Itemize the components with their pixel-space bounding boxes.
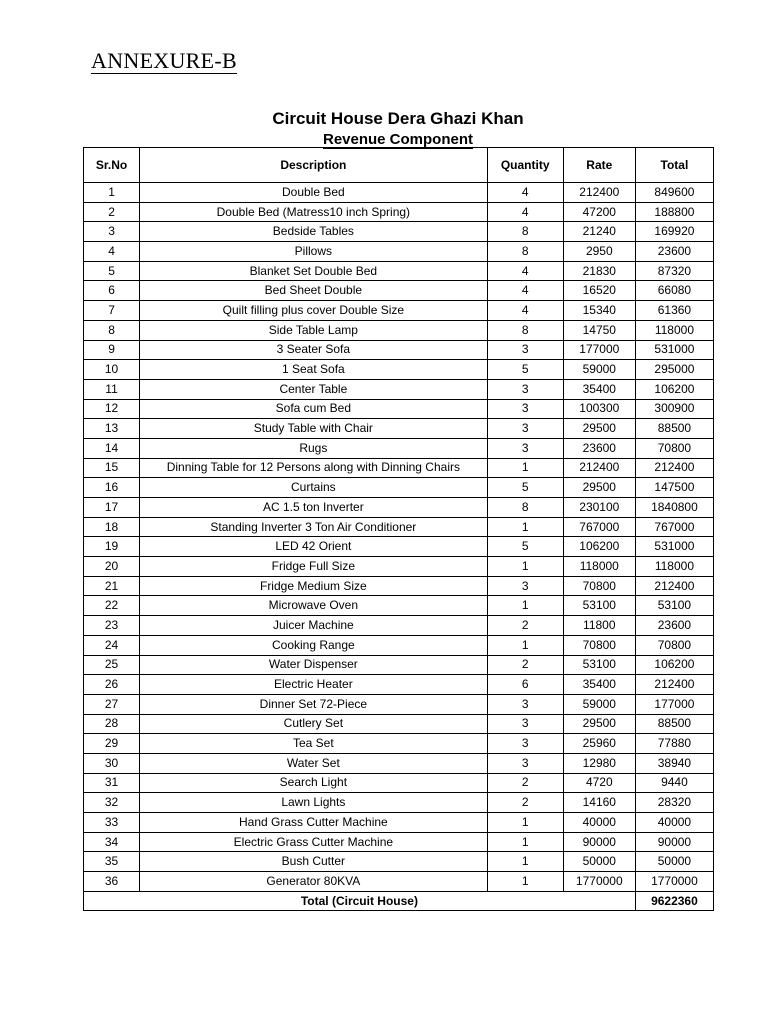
quantity-cell: 8 bbox=[487, 320, 563, 340]
table-row bbox=[84, 576, 714, 596]
table-body bbox=[84, 183, 714, 892]
table-row bbox=[84, 340, 714, 360]
rate-cell: 1770000 bbox=[563, 872, 635, 892]
total-cell: 87320 bbox=[635, 261, 713, 281]
description-cell: Tea Set bbox=[140, 734, 488, 754]
total-cell: 70800 bbox=[635, 635, 713, 655]
table-row bbox=[84, 183, 714, 203]
rate-cell: 21240 bbox=[563, 222, 635, 242]
description-cell: Search Light bbox=[140, 773, 488, 793]
rate-cell: 177000 bbox=[563, 340, 635, 360]
total-cell: 531000 bbox=[635, 340, 713, 360]
total-cell: 188800 bbox=[635, 202, 713, 222]
rate-cell: 14750 bbox=[563, 320, 635, 340]
total-cell: 38940 bbox=[635, 753, 713, 773]
rate-cell: 23600 bbox=[563, 438, 635, 458]
total-cell: 212400 bbox=[635, 458, 713, 478]
table-row bbox=[84, 438, 714, 458]
rate-cell: 47200 bbox=[563, 202, 635, 222]
quantity-cell: 1 bbox=[487, 813, 563, 833]
description-cell: Sofa cum Bed bbox=[140, 399, 488, 419]
total-cell: 106200 bbox=[635, 379, 713, 399]
total-cell: 212400 bbox=[635, 576, 713, 596]
sr-no-cell: 1 bbox=[84, 183, 140, 203]
rate-cell: 50000 bbox=[563, 852, 635, 872]
description-cell: Electric Grass Cutter Machine bbox=[140, 832, 488, 852]
rate-cell: 70800 bbox=[563, 576, 635, 596]
table-row bbox=[84, 222, 714, 242]
quantity-cell: 1 bbox=[487, 596, 563, 616]
sr-no-cell: 7 bbox=[84, 301, 140, 321]
rate-cell: 59000 bbox=[563, 694, 635, 714]
description-cell: Cooking Range bbox=[140, 635, 488, 655]
rate-cell: 230100 bbox=[563, 498, 635, 518]
description-cell: Cutlery Set bbox=[140, 714, 488, 734]
rate-cell: 35400 bbox=[563, 675, 635, 695]
rate-cell: 118000 bbox=[563, 557, 635, 577]
quantity-cell: 3 bbox=[487, 753, 563, 773]
rate-cell: 29500 bbox=[563, 478, 635, 498]
quantity-cell: 5 bbox=[487, 360, 563, 380]
description-cell: Microwave Oven bbox=[140, 596, 488, 616]
table-row bbox=[84, 596, 714, 616]
rate-cell: 15340 bbox=[563, 301, 635, 321]
sr-no-cell: 16 bbox=[84, 478, 140, 498]
description-cell: Pillows bbox=[140, 242, 488, 262]
table-row bbox=[84, 655, 714, 675]
table-row bbox=[84, 616, 714, 636]
quantity-cell: 1 bbox=[487, 458, 563, 478]
total-cell: 40000 bbox=[635, 813, 713, 833]
sr-no-cell: 29 bbox=[84, 734, 140, 754]
rate-cell: 29500 bbox=[563, 419, 635, 439]
description-cell: Blanket Set Double Bed bbox=[140, 261, 488, 281]
description-cell: Side Table Lamp bbox=[140, 320, 488, 340]
table-row bbox=[84, 202, 714, 222]
quantity-cell: 2 bbox=[487, 616, 563, 636]
description-cell: Quilt filling plus cover Double Size bbox=[140, 301, 488, 321]
table-footer bbox=[84, 891, 714, 910]
subtitle-text: Revenue Component bbox=[322, 131, 473, 148]
sr-no-cell: 22 bbox=[84, 596, 140, 616]
quantity-cell: 4 bbox=[487, 301, 563, 321]
description-cell: Study Table with Chair bbox=[140, 419, 488, 439]
total-cell: 106200 bbox=[635, 655, 713, 675]
quantity-cell: 3 bbox=[487, 576, 563, 596]
quantity-cell: 3 bbox=[487, 419, 563, 439]
sr-no-cell: 19 bbox=[84, 537, 140, 557]
table-header bbox=[84, 148, 714, 183]
quantity-cell: 1 bbox=[487, 852, 563, 872]
description-cell: Rugs bbox=[140, 438, 488, 458]
total-cell: 70800 bbox=[635, 438, 713, 458]
rate-cell: 106200 bbox=[563, 537, 635, 557]
rate-cell: 70800 bbox=[563, 635, 635, 655]
description-cell: Fridge Full Size bbox=[140, 557, 488, 577]
rate-cell: 25960 bbox=[563, 734, 635, 754]
revenue-table bbox=[83, 147, 714, 911]
description-cell: Bed Sheet Double bbox=[140, 281, 488, 301]
rate-cell: 40000 bbox=[563, 813, 635, 833]
quantity-cell: 4 bbox=[487, 202, 563, 222]
description-cell: Double Bed (Matress10 inch Spring) bbox=[140, 202, 488, 222]
description-cell: Dinning Table for 12 Persons along with Dinning Chairs bbox=[140, 458, 488, 478]
sr-no-cell: 28 bbox=[84, 714, 140, 734]
total-cell: 1770000 bbox=[635, 872, 713, 892]
sr-no-cell: 33 bbox=[84, 813, 140, 833]
quantity-cell: 5 bbox=[487, 478, 563, 498]
description-cell: 1 Seat Sofa bbox=[140, 360, 488, 380]
description-cell: Electric Heater bbox=[140, 675, 488, 695]
sr-no-cell: 3 bbox=[84, 222, 140, 242]
table-row bbox=[84, 694, 714, 714]
sr-no-cell: 11 bbox=[84, 379, 140, 399]
quantity-cell: 3 bbox=[487, 340, 563, 360]
description-cell: Bush Cutter bbox=[140, 852, 488, 872]
table-row bbox=[84, 852, 714, 872]
description-cell: Bedside Tables bbox=[140, 222, 488, 242]
description-cell: Center Table bbox=[140, 379, 488, 399]
sr-no-cell: 30 bbox=[84, 753, 140, 773]
sr-no-cell: 34 bbox=[84, 832, 140, 852]
total-cell: 88500 bbox=[635, 714, 713, 734]
table-row bbox=[84, 753, 714, 773]
rate-cell: 59000 bbox=[563, 360, 635, 380]
header-row bbox=[84, 148, 714, 183]
sr-no-cell: 24 bbox=[84, 635, 140, 655]
quantity-cell: 4 bbox=[487, 183, 563, 203]
sr-no-cell: 8 bbox=[84, 320, 140, 340]
rate-cell: 2950 bbox=[563, 242, 635, 262]
rate-cell: 100300 bbox=[563, 399, 635, 419]
table-row bbox=[84, 813, 714, 833]
description-cell: Generator 80KVA bbox=[140, 872, 488, 892]
sr-no-cell: 32 bbox=[84, 793, 140, 813]
description-cell: Standing Inverter 3 Ton Air Conditioner bbox=[140, 517, 488, 537]
rate-cell: 14160 bbox=[563, 793, 635, 813]
sr-no-cell: 10 bbox=[84, 360, 140, 380]
table-row bbox=[84, 872, 714, 892]
total-cell: 88500 bbox=[635, 419, 713, 439]
description-cell: Lawn Lights bbox=[140, 793, 488, 813]
rate-cell: 212400 bbox=[563, 458, 635, 478]
table-row bbox=[84, 793, 714, 813]
description-cell: AC 1.5 ton Inverter bbox=[140, 498, 488, 518]
rate-cell: 16520 bbox=[563, 281, 635, 301]
sr-no-cell: 23 bbox=[84, 616, 140, 636]
rate-cell: 21830 bbox=[563, 261, 635, 281]
rate-cell: 767000 bbox=[563, 517, 635, 537]
sr-no-cell: 5 bbox=[84, 261, 140, 281]
sr-no-cell: 27 bbox=[84, 694, 140, 714]
table-row bbox=[84, 478, 714, 498]
total-cell: 50000 bbox=[635, 852, 713, 872]
rate-cell: 212400 bbox=[563, 183, 635, 203]
total-cell: 23600 bbox=[635, 616, 713, 636]
sr-no-cell: 2 bbox=[84, 202, 140, 222]
table-row bbox=[84, 419, 714, 439]
sr-no-cell: 14 bbox=[84, 438, 140, 458]
rate-cell: 53100 bbox=[563, 655, 635, 675]
table-row bbox=[84, 320, 714, 340]
total-cell: 169920 bbox=[635, 222, 713, 242]
document-title: Circuit House Dera Ghazi Khan bbox=[272, 109, 524, 128]
total-row bbox=[84, 891, 714, 910]
total-cell: 767000 bbox=[635, 517, 713, 537]
total-cell: 77880 bbox=[635, 734, 713, 754]
total-cell: 118000 bbox=[635, 320, 713, 340]
table-row bbox=[84, 360, 714, 380]
sr-no-cell: 26 bbox=[84, 675, 140, 695]
total-cell: 849600 bbox=[635, 183, 713, 203]
sr-no-cell: 18 bbox=[84, 517, 140, 537]
table-row bbox=[84, 557, 714, 577]
total-cell: 147500 bbox=[635, 478, 713, 498]
table-row bbox=[84, 242, 714, 262]
quantity-cell: 8 bbox=[487, 242, 563, 262]
rate-cell: 29500 bbox=[563, 714, 635, 734]
total-cell: 300900 bbox=[635, 399, 713, 419]
table-row bbox=[84, 399, 714, 419]
quantity-cell: 3 bbox=[487, 399, 563, 419]
table-row bbox=[84, 379, 714, 399]
quantity-cell: 2 bbox=[487, 793, 563, 813]
quantity-cell: 5 bbox=[487, 537, 563, 557]
header-description: Description bbox=[140, 148, 488, 183]
quantity-cell: 1 bbox=[487, 635, 563, 655]
rate-cell: 11800 bbox=[563, 616, 635, 636]
description-cell: Fridge Medium Size bbox=[140, 576, 488, 596]
header-quantity: Quantity bbox=[487, 148, 563, 183]
table-row bbox=[84, 281, 714, 301]
quantity-cell: 2 bbox=[487, 773, 563, 793]
sr-no-cell: 25 bbox=[84, 655, 140, 675]
table-row bbox=[84, 635, 714, 655]
description-cell: 3 Seater Sofa bbox=[140, 340, 488, 360]
total-cell: 9440 bbox=[635, 773, 713, 793]
table-row bbox=[84, 537, 714, 557]
sr-no-cell: 31 bbox=[84, 773, 140, 793]
total-cell: 90000 bbox=[635, 832, 713, 852]
quantity-cell: 3 bbox=[487, 714, 563, 734]
description-cell: LED 42 Orient bbox=[140, 537, 488, 557]
total-cell: 177000 bbox=[635, 694, 713, 714]
total-cell: 212400 bbox=[635, 675, 713, 695]
header-sr-no: Sr.No bbox=[84, 148, 140, 183]
sr-no-cell: 20 bbox=[84, 557, 140, 577]
sr-no-cell: 36 bbox=[84, 872, 140, 892]
description-cell: Water Set bbox=[140, 753, 488, 773]
table-row bbox=[84, 773, 714, 793]
quantity-cell: 1 bbox=[487, 557, 563, 577]
total-cell: 1840800 bbox=[635, 498, 713, 518]
total-cell: 28320 bbox=[635, 793, 713, 813]
sr-no-cell: 6 bbox=[84, 281, 140, 301]
rate-cell: 35400 bbox=[563, 379, 635, 399]
quantity-cell: 3 bbox=[487, 694, 563, 714]
total-cell: 295000 bbox=[635, 360, 713, 380]
rate-cell: 12980 bbox=[563, 753, 635, 773]
description-cell: Juicer Machine bbox=[140, 616, 488, 636]
quantity-cell: 8 bbox=[487, 222, 563, 242]
table-row bbox=[84, 675, 714, 695]
quantity-cell: 3 bbox=[487, 438, 563, 458]
description-cell: Dinner Set 72-Piece bbox=[140, 694, 488, 714]
sr-no-cell: 4 bbox=[84, 242, 140, 262]
sr-no-cell: 15 bbox=[84, 458, 140, 478]
sr-no-cell: 13 bbox=[84, 419, 140, 439]
header-rate: Rate bbox=[563, 148, 635, 183]
description-cell: Double Bed bbox=[140, 183, 488, 203]
sr-no-cell: 9 bbox=[84, 340, 140, 360]
total-label: Total (Circuit House) bbox=[84, 891, 636, 910]
table-row bbox=[84, 734, 714, 754]
annexure-heading: ANNEXURE-B bbox=[91, 48, 237, 73]
table-row bbox=[84, 301, 714, 321]
rate-cell: 4720 bbox=[563, 773, 635, 793]
sr-no-cell: 12 bbox=[84, 399, 140, 419]
total-cell: 118000 bbox=[635, 557, 713, 577]
total-cell: 23600 bbox=[635, 242, 713, 262]
quantity-cell: 4 bbox=[487, 281, 563, 301]
quantity-cell: 1 bbox=[487, 872, 563, 892]
sr-no-cell: 21 bbox=[84, 576, 140, 596]
quantity-cell: 6 bbox=[487, 675, 563, 695]
description-cell: Water Dispenser bbox=[140, 655, 488, 675]
table-row bbox=[84, 458, 714, 478]
quantity-cell: 3 bbox=[487, 734, 563, 754]
table-row bbox=[84, 714, 714, 734]
description-cell: Curtains bbox=[140, 478, 488, 498]
total-cell: 53100 bbox=[635, 596, 713, 616]
quantity-cell: 1 bbox=[487, 832, 563, 852]
total-cell: 531000 bbox=[635, 537, 713, 557]
total-cell: 61360 bbox=[635, 301, 713, 321]
sr-no-cell: 35 bbox=[84, 852, 140, 872]
table-row bbox=[84, 261, 714, 281]
quantity-cell: 3 bbox=[487, 379, 563, 399]
sr-no-cell: 17 bbox=[84, 498, 140, 518]
rate-cell: 90000 bbox=[563, 832, 635, 852]
table-row bbox=[84, 517, 714, 537]
quantity-cell: 1 bbox=[487, 517, 563, 537]
header-total: Total bbox=[635, 148, 713, 183]
description-cell: Hand Grass Cutter Machine bbox=[140, 813, 488, 833]
quantity-cell: 4 bbox=[487, 261, 563, 281]
rate-cell: 53100 bbox=[563, 596, 635, 616]
quantity-cell: 2 bbox=[487, 655, 563, 675]
table-row bbox=[84, 832, 714, 852]
quantity-cell: 8 bbox=[487, 498, 563, 518]
table-row bbox=[84, 498, 714, 518]
total-value: 9622360 bbox=[635, 891, 713, 910]
total-cell: 66080 bbox=[635, 281, 713, 301]
